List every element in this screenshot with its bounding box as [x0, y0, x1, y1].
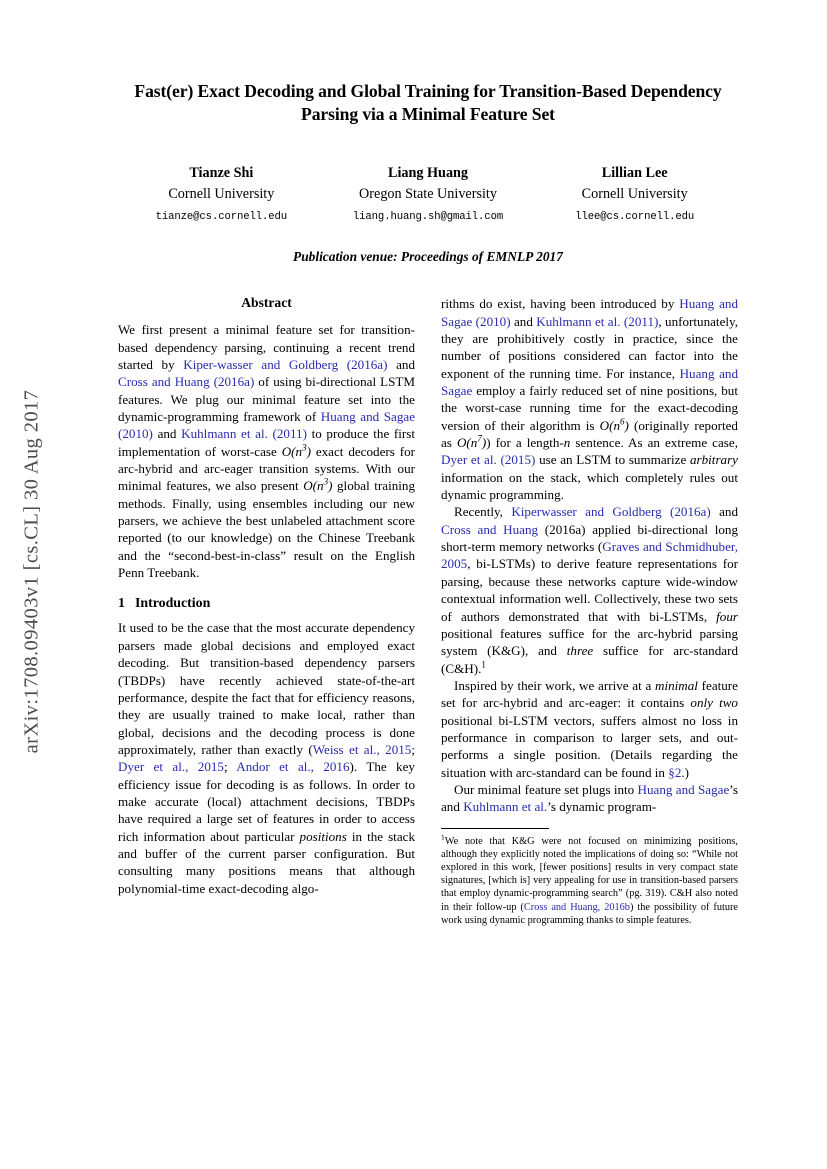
- section-reference-link[interactable]: §2: [668, 764, 682, 780]
- author-block: [325, 163, 532, 223]
- abstract-text: to produce the first implementation of worst-case: [118, 426, 415, 459]
- paper-content: [118, 80, 738, 927]
- body-text: Our minimal feature set plugs into: [454, 781, 638, 797]
- citation-link[interactable]: Andor et al., 2016: [236, 759, 350, 775]
- section-title: Introduction: [134, 596, 211, 612]
- abstract-text: of using bi-directional LSTM features. We plug our minimal feature set into the dynamic-programming framework of: [118, 374, 415, 425]
- body-text: Inspired by their work, we arrive at a: [454, 677, 655, 693]
- footnote-body: We note that K&G were not focused on minimizing positions, although they explicitly noted the implications of doing so: “While not explored in this work, [fewer positions] results in very compact state signatures, [which is] very appealing for use in transition-based parsers that employ dynamic-programming search” (pg. 319). C&H also noted in their follow-up (: [441, 835, 738, 913]
- body-text: feature set for arc-hybrid and arc-eager: it contains: [441, 677, 738, 711]
- section-heading-introduction: [118, 596, 415, 612]
- body-text: .): [681, 764, 689, 780]
- math-expression: n: [563, 435, 571, 451]
- math-expression: $O(n^3)$: [281, 442, 311, 459]
- body-text: suffice for arc-standard (C&H).: [441, 643, 738, 676]
- body-text: use an LSTM to summarize: [535, 452, 690, 468]
- citation-link[interactable]: Kiper-wasser and Goldberg (2016a): [183, 357, 388, 373]
- author-email: llee@cs.cornell.edu: [575, 211, 695, 224]
- citation-link[interactable]: Cross and Huang: [441, 521, 539, 537]
- abstract-heading: Abstract: [241, 295, 292, 311]
- body-text: It used to be the case that the most accurate dependency parsers made global decisions and employed exact decoding. But transition-based dependency parsers (TBDPs) have recently achieved state-of-the-art performance, despite the fact that for efficiency reasons, they are usually trained to make local, rather than global, decisions and the decoding process is done approximately, rather than exactly (: [118, 620, 415, 757]
- intro-paragraph-4: [441, 677, 738, 781]
- intro-paragraph-3: [441, 503, 738, 676]
- arxiv-stamp: arXiv:1708.09403v1 [cs.CL] 30 Aug 2017: [20, 389, 43, 754]
- author-name: Tianze Shi: [189, 165, 254, 182]
- citation-link[interactable]: Dyer et al., 2015: [118, 759, 224, 775]
- math-expression: $O(n^7)$: [456, 433, 487, 451]
- author-affiliation: Cornell University: [168, 186, 275, 203]
- abstract-body: [118, 321, 415, 581]
- citation-link[interactable]: Huang and Sagae (2010): [441, 296, 738, 329]
- citation-link[interactable]: Huang and Sagae: [637, 781, 730, 797]
- body-text: and: [710, 504, 738, 520]
- citation-link[interactable]: Kuhlmann et al. (2011): [536, 313, 659, 329]
- math-expression: $O(n^3)$: [303, 477, 333, 494]
- emphasis-text: four: [716, 608, 738, 624]
- author-email: liang.huang.sh@gmail.com: [352, 211, 504, 224]
- right-column: [441, 295, 738, 927]
- body-text: ;: [411, 741, 415, 757]
- math-expression: $O(n^6)$: [599, 416, 629, 433]
- body-text: positional bi-LSTM vectors, suffers almost no loss in performance in comparison to larger sets, and out-performs a single position. (Details regarding the situation with arc-standard can be found in: [441, 712, 738, 780]
- intro-paragraph-5: [441, 781, 738, 816]
- abstract-text: and: [387, 357, 415, 373]
- footnote-number: 1: [441, 832, 445, 842]
- publication-venue: Publication venue: Proceedings of EMNLP 2017: [293, 249, 563, 265]
- emphasis-text: arbitrary: [689, 452, 738, 468]
- body-text: , bi-LSTMs) to derive feature representations for parsing, because these networks capture wide-window contextual information well. Collectively, these two sets of authors demonstrated that with bi-LSTMs,: [441, 556, 738, 624]
- citation-link[interactable]: Huang and Sagae (2010): [118, 409, 415, 442]
- citation-link[interactable]: Kuhlmann et al.: [463, 799, 548, 815]
- two-column-body: [118, 295, 738, 927]
- citation-link[interactable]: Kiperwasser and Goldberg (2016a): [511, 504, 711, 520]
- intro-paragraph-2: [441, 295, 738, 503]
- body-text: sentence. As an extreme case,: [570, 435, 738, 451]
- body-text: in the stack and buffer of the current parser configuration. But consulting many positions means that although polynomial-time exact-decoding algo-: [118, 828, 415, 896]
- abstract-text: We first present a minimal feature set for transition-based dependency parsing, continuing a recent trend started by: [118, 322, 415, 373]
- body-text: ’s dynamic program-: [547, 799, 657, 815]
- citation-link[interactable]: Huang and Sagae: [441, 365, 738, 399]
- emphasis-text: minimal: [655, 677, 698, 693]
- author-affiliation: Oregon State University: [359, 186, 497, 203]
- body-text: and: [510, 313, 537, 329]
- body-text: employ a fairly reduced set of nine positions, but the worst-case running time for the exact-decoding version of their algorithm is: [441, 383, 738, 433]
- body-text: , unfortunately, they are prohibitively costly in practice, since the number of positions considered can factor into the exponent of the running time. For instance,: [441, 313, 738, 381]
- footnote-marker[interactable]: 1: [481, 659, 486, 670]
- author-name: Liang Huang: [387, 165, 469, 182]
- author-list: [118, 163, 738, 223]
- body-text: Recently,: [454, 504, 512, 520]
- body-text: ’s and: [441, 781, 738, 815]
- abstract-paragraph: [118, 321, 415, 581]
- body-text: positional features suffice for the arc-hybrid parsing system (K&G), and: [441, 625, 738, 659]
- body-text: ) for a length-: [486, 435, 564, 451]
- body-text: ). The key efficiency issue for decoding is as follows. In order to make accurate (local) attachment decisions, TBDPs have required a large set of features in order to access rich information about particular: [118, 759, 415, 844]
- footnote-divider: [441, 828, 549, 829]
- abstract-text: exact decoders for arc-hybrid and arc-eager transition systems. With our minimal features, we also present: [118, 443, 415, 494]
- body-text: rithms do exist, having been introduced by: [441, 296, 680, 312]
- footnote-body: ) the possibility of future work using dynamic programming thanks to simple features.: [441, 901, 738, 926]
- page-title: Fast(er) Exact Decoding and Global Training for Transition-Based Dependency Parsing via a Minimal Feature Set: [134, 81, 722, 125]
- citation-link[interactable]: Dyer et al. (2015): [441, 452, 536, 468]
- emphasis-text: only two: [690, 695, 738, 711]
- emphasis-text: positions: [299, 828, 347, 844]
- author-name: Lillian Lee: [601, 165, 668, 182]
- citation-link[interactable]: Kuhlmann et al. (2011): [181, 426, 307, 442]
- author-affiliation: Cornell University: [581, 186, 688, 203]
- intro-paragraph-1: [118, 619, 415, 897]
- body-text: (originally reported as: [441, 417, 738, 451]
- citation-link[interactable]: Graves and Schmidhuber, 2005: [441, 539, 738, 572]
- abstract-text: and: [152, 426, 182, 442]
- abstract-text: global training methods. Finally, using ensembles including our new parsers, we achieve the best unlabeled attachment score reported (to our knowledge) on the Chinese Treebank and the “second-best-in-class” result on the English Penn Treebank.: [118, 478, 415, 581]
- body-text: (2016a) applied bi-directional long short-term memory networks (: [441, 521, 738, 555]
- left-column: [118, 295, 415, 927]
- body-text: information on the stack, which completely rules out dynamic programming.: [441, 469, 738, 503]
- author-email: tianze@cs.cornell.edu: [155, 211, 288, 224]
- citation-link[interactable]: Weiss et al., 2015: [312, 741, 412, 757]
- footnote-text: [441, 832, 738, 927]
- author-block: [118, 163, 325, 223]
- emphasis-text: three: [566, 643, 594, 659]
- citation-link[interactable]: Cross and Huang, 2016b: [523, 901, 630, 913]
- section-number: 1: [118, 596, 125, 612]
- author-block: [531, 163, 738, 223]
- citation-link[interactable]: Cross and Huang (2016a): [118, 374, 255, 390]
- body-text: ;: [223, 759, 237, 775]
